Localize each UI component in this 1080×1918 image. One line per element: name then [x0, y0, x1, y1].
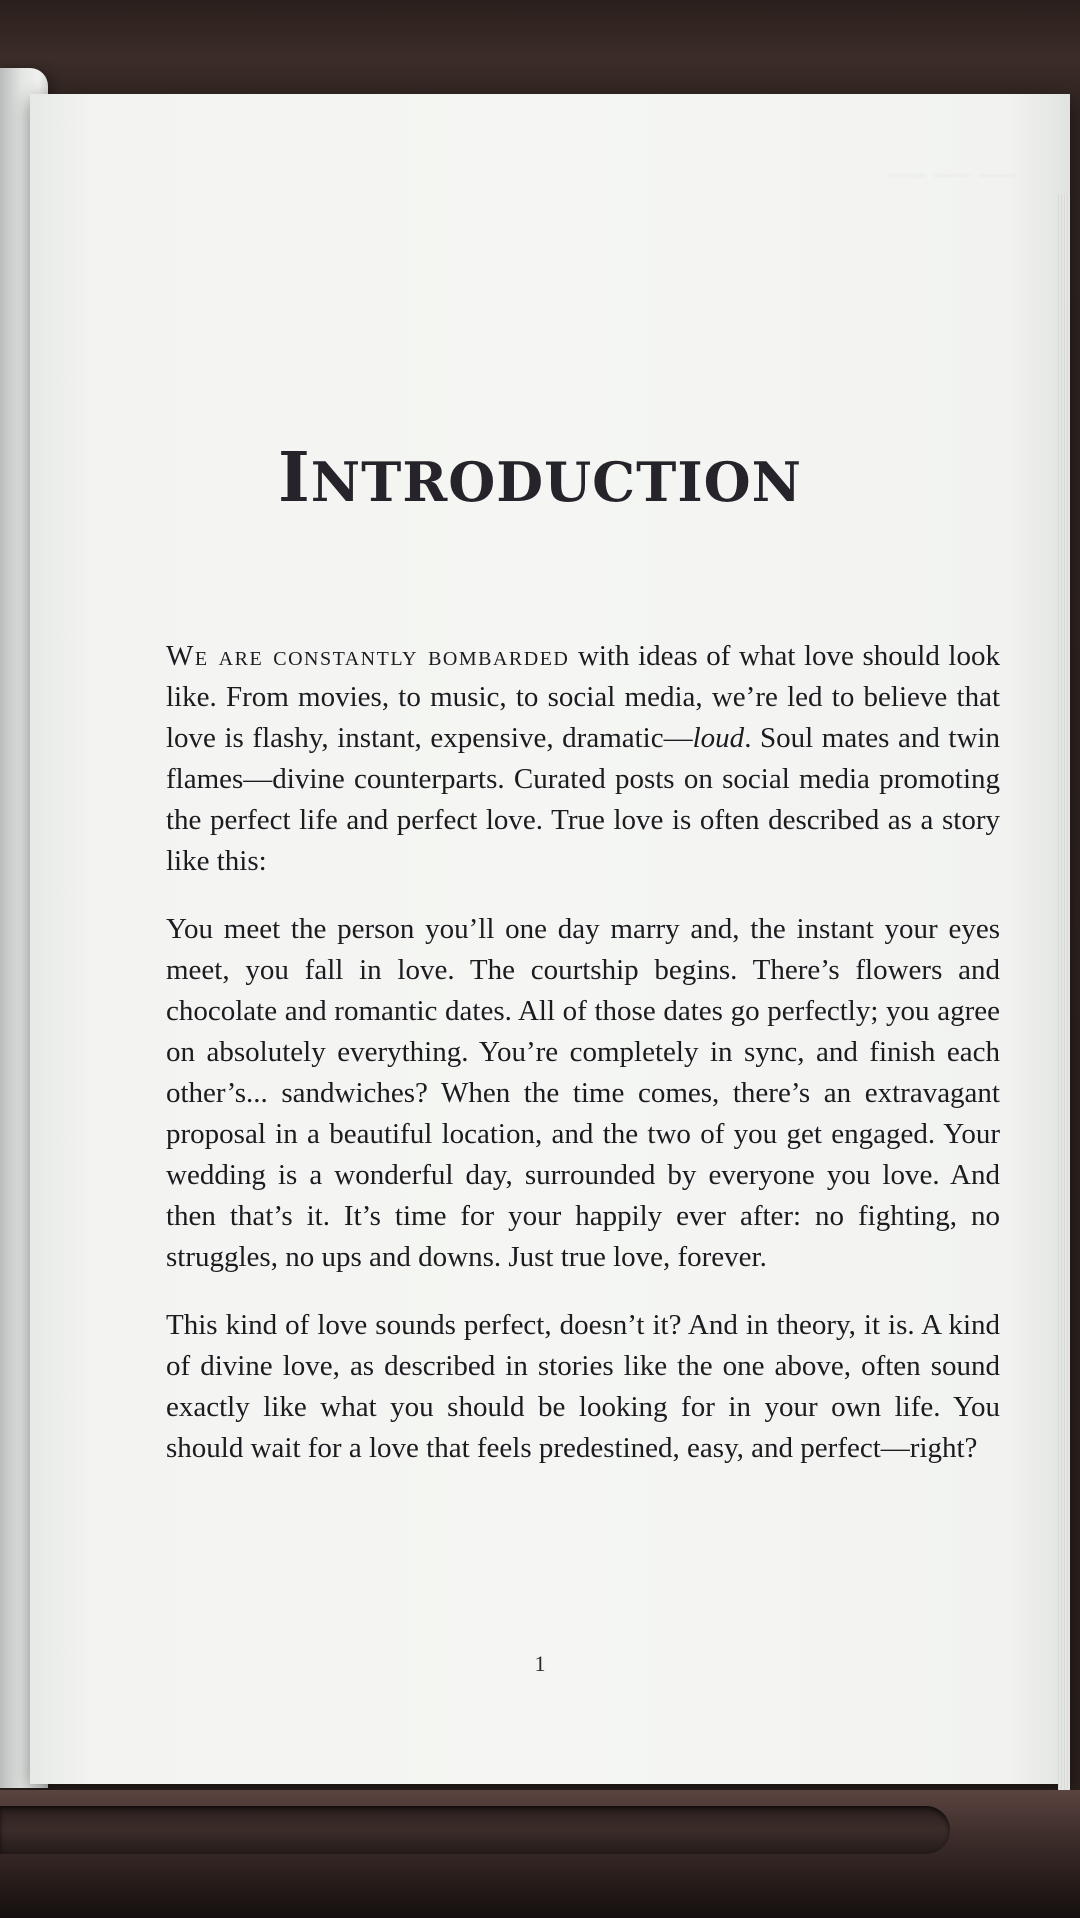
- paragraph-2: You meet the person you’ll one day marry and, the instant your eyes meet, you fall in love. The courtship begins. There’s flowers and chocolate and romantic dates. All of those dates go perfectly; you agree on absolutely everything. You’re completely in sync, and finish each other’s... sandwiches? When the time comes, there’s an extravagant proposal in a beautiful location, and the two of you get engaged. Your wedding is a wonderful day, surrounded by everyone you love. And then that’s it. It’s time for your happily ever after: no fighting, no struggles, no ups and downs. Just true love, forever.: [166, 913, 1000, 1273]
- paragraph-1-text: with ideas of what love should look like. From movies, to music, to social media, we’re led to believe that love is flashy, instant, expensive, dramatic—: [166, 640, 1000, 754]
- lead-in-small-caps: We are constantly bombarded: [166, 640, 570, 672]
- paragraph-1: [166, 636, 1000, 882]
- emphasis-word: loud: [692, 722, 745, 754]
- chapter-title-rest: NTRODUCTION: [310, 450, 802, 514]
- chapter-body: [166, 636, 1000, 1496]
- show-through-text: ​— — —​: [889, 152, 1015, 192]
- paragraph-3: This kind of love sounds perfect, doesn’t it? And in theory, it is. A kind of divine love, as described in stories like the one above, often sound exactly like what you should be looking for in your own life. You should wait for a love that feels predestined, easy, and perfect—right?: [166, 1309, 1000, 1464]
- chapter-title: [0, 438, 1080, 518]
- chapter-title-initial: I: [277, 438, 311, 518]
- page-number: 1: [534, 1651, 546, 1676]
- book-stand-lip: [0, 1806, 950, 1854]
- paragraph-1-end: . Soul mates and twin flames—divine counterparts. Curated posts on social media promoting the perfect life and perfect love. True love is often described as a story like this:: [166, 722, 1000, 877]
